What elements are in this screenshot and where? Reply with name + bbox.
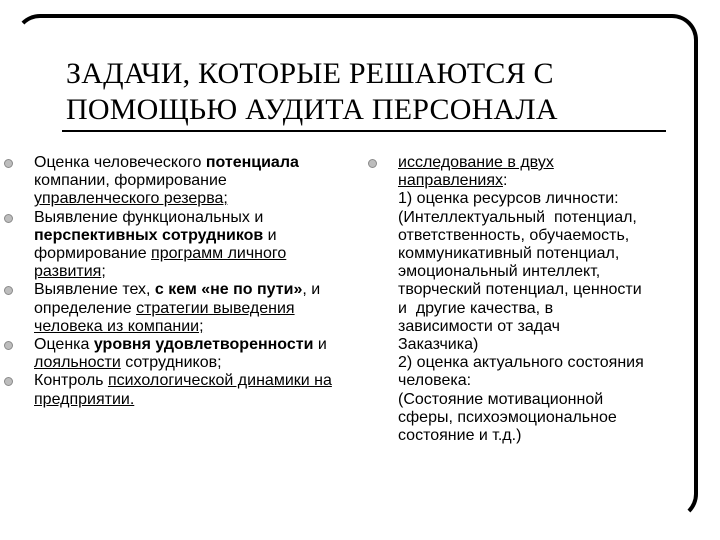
item-text: Выявление тех, <box>34 281 155 299</box>
right-research-list <box>368 154 713 445</box>
item-bold-text: уровня удовлетворенности <box>93 336 314 354</box>
research-line: (Состояние мотивационной <box>398 390 604 408</box>
list-item <box>368 154 713 445</box>
title-line-2: ПОМОЩЬЮ АУДИТА ПЕРСОНАЛА <box>66 93 558 126</box>
item-bold-text: потенциала <box>205 154 299 171</box>
slide-title <box>66 56 686 128</box>
item-text: , и определение <box>34 281 321 317</box>
research-heading-underlined: направлениях <box>398 172 503 190</box>
item-text: сотрудников; <box>120 354 222 372</box>
item-bold-text: перспективных сотрудников <box>34 226 264 244</box>
item-text: Оценка человеческого <box>34 154 206 171</box>
research-line: ответственность, обучаемость, <box>398 226 630 244</box>
bullet-icon <box>4 214 13 223</box>
left-task-list <box>4 154 354 409</box>
item-text: компании, формирование <box>34 172 227 190</box>
list-item <box>4 154 354 209</box>
item-text: Выявление функциональных и <box>34 208 264 226</box>
item-bold-text: с кем «не по пути» <box>154 281 303 299</box>
research-line: сферы, психоэмоциональное <box>398 408 617 426</box>
list-item <box>4 336 354 372</box>
research-line: творческий потенциал, ценности <box>398 281 642 299</box>
list-item <box>4 281 354 336</box>
item-text: ; <box>101 263 106 281</box>
title-underline <box>62 130 666 132</box>
bullet-icon <box>4 159 13 168</box>
item-text: Оценка <box>34 336 94 354</box>
research-line: состояние и т.д.) <box>398 427 522 445</box>
list-item <box>4 372 354 408</box>
item-underlined-text: психологической динамики на предприятии. <box>34 372 332 408</box>
research-line: эмоциональный интеллект, <box>398 263 601 281</box>
research-line: 2) оценка актуального состояния <box>398 354 644 372</box>
research-line: зависимости от задач <box>398 317 560 335</box>
item-underlined-text: лояльности <box>34 354 121 372</box>
item-text: и <box>313 336 327 354</box>
item-text: Контроль <box>34 372 108 390</box>
research-heading-colon: : <box>503 172 508 190</box>
title-line-1: ЗАДАЧИ, КОТОРЫЕ РЕШАЮТСЯ С <box>66 57 554 90</box>
research-line: и другие качества, в <box>398 299 554 317</box>
bullet-icon <box>368 159 377 168</box>
bullet-icon <box>4 341 13 350</box>
research-line: коммуникативный потенциал, <box>398 245 620 263</box>
research-heading-line: исследование в двух <box>398 154 554 171</box>
item-underlined-text: стратегии выведения человека из компании; <box>34 299 295 335</box>
item-underlined-text: программ личного развития <box>34 245 287 281</box>
list-item <box>4 209 354 282</box>
research-heading-line <box>398 172 713 190</box>
item-underlined-text: управленческого резерва; <box>34 190 228 208</box>
bullet-icon <box>4 377 13 386</box>
bullet-icon <box>4 286 13 295</box>
research-line: Заказчика) <box>398 336 479 354</box>
research-line: (Интеллектуальный потенциал, <box>398 208 637 226</box>
item-text: и формирование <box>34 226 277 263</box>
research-line: человека: <box>398 372 472 390</box>
research-line: 1) оценка ресурсов личности: <box>398 190 619 208</box>
